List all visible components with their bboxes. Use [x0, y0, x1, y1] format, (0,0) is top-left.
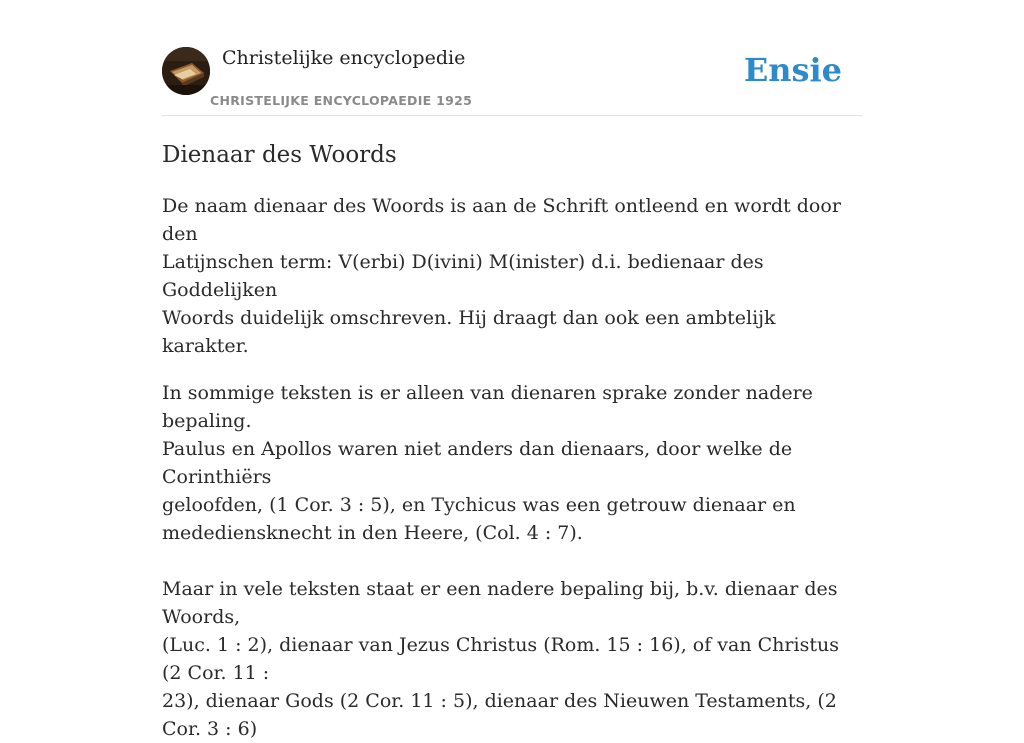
- text-line: Paulus en Apollos waren niet anders dan dienaars, door welke de Corinthiërs: [162, 438, 793, 488]
- paragraph: [162, 575, 862, 743]
- site-subtitle: CHRISTELIJKE ENCYCLOPAEDIE 1925: [210, 93, 473, 108]
- text-line: 23), dienaar Gods (2 Cor. 11 : 5), dienaar des Nieuwen Testaments, (2 Cor. 3 : 6): [162, 690, 837, 740]
- text-line: Woords duidelijk omschreven. Hij draagt dan ook een ambtelijk karakter.: [162, 307, 776, 357]
- paragraph: [162, 379, 862, 547]
- site-avatar[interactable]: [162, 47, 210, 95]
- book-image-icon: [162, 47, 210, 95]
- ensie-logo[interactable]: Ensie: [743, 51, 842, 89]
- paragraph: [162, 192, 862, 360]
- article-body: [162, 192, 862, 743]
- text-line: In sommige teksten is er alleen van dienaren sprake zonder nadere bepaling.: [162, 382, 813, 432]
- text-line: Maar in vele teksten staat er een nadere bepaling bij, b.v. dienaar des Woords,: [162, 578, 838, 628]
- text-line: medediensknecht in den Heere, (Col. 4 : 7).: [162, 522, 583, 544]
- text-line: Latijnschen term: V(erbi) D(ivini) M(inister) d.i. bedienaar des Goddelijken: [162, 251, 764, 301]
- site-title[interactable]: Christelijke encyclopedie: [222, 47, 466, 69]
- text-line: (Luc. 1 : 2), dienaar van Jezus Christus (Rom. 15 : 16), of van Christus (2 Cor. 11 :: [162, 634, 839, 684]
- article-title: Dienaar des Woords: [162, 142, 397, 168]
- paragraph-gap: [162, 547, 862, 575]
- text-line: geloofden, (1 Cor. 3 : 5), en Tychicus was een getrouw dienaar en: [162, 494, 796, 516]
- header-divider: [162, 115, 862, 116]
- text-line: De naam dienaar des Woords is aan de Schrift ontleend en wordt door den: [162, 195, 841, 245]
- site-header: [162, 46, 862, 116]
